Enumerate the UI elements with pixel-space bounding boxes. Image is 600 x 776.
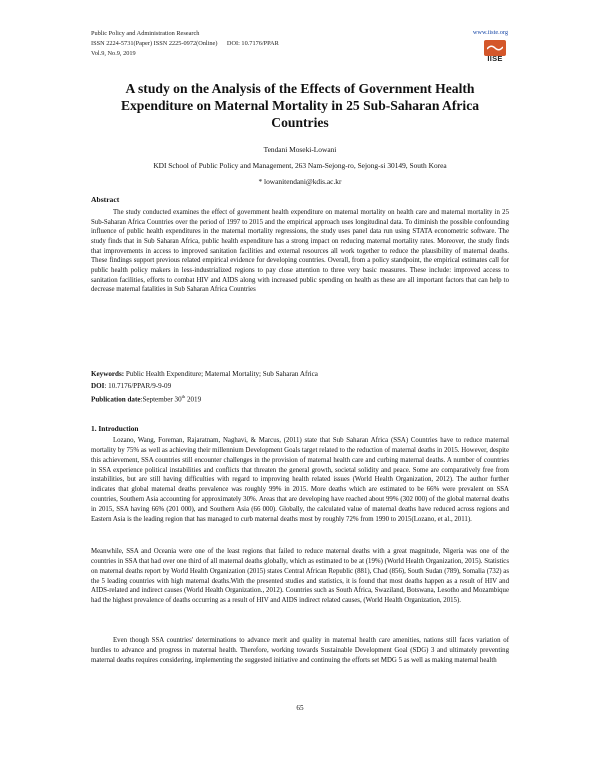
author-name: Tendani Moseki-Lowani	[263, 145, 337, 154]
logo-wave-icon	[487, 44, 503, 52]
issn-doi-line	[91, 39, 279, 49]
doi-line	[91, 382, 171, 390]
page-number: 65	[296, 704, 304, 712]
intro-paragraph-1: Lozano, Wang, Foreman, Rajaratnam, Naghavi, & Marcus, (2011) state that Sub Saharan Africa (SSA) Countries have to reduce maternal mortality by 75% as well as achieving their millennium Development Goals target related to the reduction of maternal deaths in 2015. However, despite this achievement, SSA countries still encounter challenges in the provision of maternal health care and curbing maternal deaths. A number of countries in SSA experience political instabilities and conflicts that threaten the general growth, societal solidity and peace. Some are comparatively free from instabilities, but are still having difficulties with regard to improving health related issues (World Health Organization, 2012). The author further indicates that global maternal deaths prevalence was roughly 99% in 2015. More deaths which are estimated to be 66% were prevalent on SSA countries, Southern Asia accounting for approximately 30%. Areas that are developing have reached about 99% (302 000) of the global maternal deaths in 2015, SSA having 66% (201 000), and Southern Asia (66 000). Globally, the calculated value of maternal deaths have reduced across regions and Eastern Asia is the leading region that has managed to curb maternal deaths most by roughly 72% from 1990 to 2015(Lozano, et al., 2011).	[91, 437, 509, 523]
journal-name: Public Policy and Administration Research	[91, 30, 200, 37]
author-email: * lowanitendani@kdis.ac.kr	[258, 177, 342, 186]
website-link[interactable]: www.iiste.org	[472, 29, 508, 36]
running-header	[91, 29, 279, 59]
volume-issue: Vol.9, No.9, 2019	[91, 50, 136, 57]
abstract-text: The study conducted examines the effect of government health expenditure on maternal mortality on health care and maternal mortality in 25 Sub-Saharan Africa Countries over the period of 1997 to 2015 and the empirical approach uses longitudinal data. To diminish the possible confounding influence of public health expenditures in the maternal mortality regressions, the study uses panel data run using STATA econometric software. The study finds that in Sub Saharan Africa, public health expenditure has a strong impact on reducing maternal mortality rates. Moreover, the study finds that improvements in access to improved sanitation facilities and external resources all work together to reduce the plausibility of maternal deaths. These findings support previous related empirical evidence for developing countries. Overall, from a policy standpoint, the empirical estimates call for public health policy makers in less-industrialized regions to pay close attention to three very basic measures. These include: improved access to sanitation facilities, efforts to combat HIV and AIDS along with increased public spending on health as these are all important factors that can help to decrease maternal fatalities in Sub Saharan Africa Countries	[91, 209, 509, 294]
publisher-logo	[484, 40, 506, 62]
journal-doi: DOI: 10.7176/PPAR	[226, 40, 279, 47]
publication-date-text: :September 30	[140, 395, 182, 404]
issn-text: ISSN 2224-5731(Paper) ISSN 2225-0972(Online)	[91, 40, 218, 47]
doi-text: : 10.7176/PPAR/9-9-09	[104, 382, 172, 390]
logo-text: IISE	[487, 54, 503, 63]
intro-paragraph-3: Even though SSA countries' determinations to advance merit and quality in maternal health care amenities, nations still faces variation of hurdles to advance and progress in maternal health. Therefore, working towards Sustainable Development Goal (SDG) 3 and ultimately preventing maternal deaths requires considering, implementing the suggested initiative and continuing the efforts set MDG 5 as well as making maternal health	[91, 637, 509, 664]
introduction-heading: 1. Introduction	[91, 424, 139, 433]
paper-title: A study on the Analysis of the Effects of Government Health Expenditure on Maternal Mortality in 25 Sub-Saharan Africa Countries	[120, 81, 480, 130]
publication-year: 2019	[185, 395, 202, 404]
publication-date-label: Publication date	[91, 395, 141, 404]
abstract-heading: Abstract	[91, 195, 120, 204]
author-affiliation: KDI School of Public Policy and Management, 263 Nam-Sejong-ro, Sejong-si 30149, South Korea	[153, 161, 447, 170]
publication-date-line	[91, 394, 201, 403]
publication-date-sup: th	[181, 394, 186, 399]
keywords-line	[91, 370, 318, 378]
keywords-label: Keywords:	[91, 370, 125, 378]
intro-paragraph-2: Meanwhile, SSA and Oceania were one of the least regions that failed to reduce maternal deaths with a great magnitude, Nigeria was one of the countries in SSA that had over one third of all maternal deaths globally, which as estimated to be at (19%) (World Health Organization, 2015). Statistics on maternal deaths report by World Health Organization (2015) states Central African Republic (881), Chad (856), South Sudan (789), Somalia (732) as the 5 leading countries with high maternal deaths.With the presented studies and statistics, it is found that most deaths happen as a result of HIV and AIDS-related and indirect causes (World Health Organization., 2012). Countries such as South Africa, Swaziland, Botswana, Lesotho and Mozambique had the highest prevalence of deaths occurring as a result of HIV and AIDS indirect related causes, (World Health Organization, 2015).	[91, 548, 509, 605]
doi-label: DOI	[91, 382, 105, 390]
keywords-text: Public Health Expenditure; Maternal Mortality; Sub Saharan Africa	[124, 370, 318, 378]
